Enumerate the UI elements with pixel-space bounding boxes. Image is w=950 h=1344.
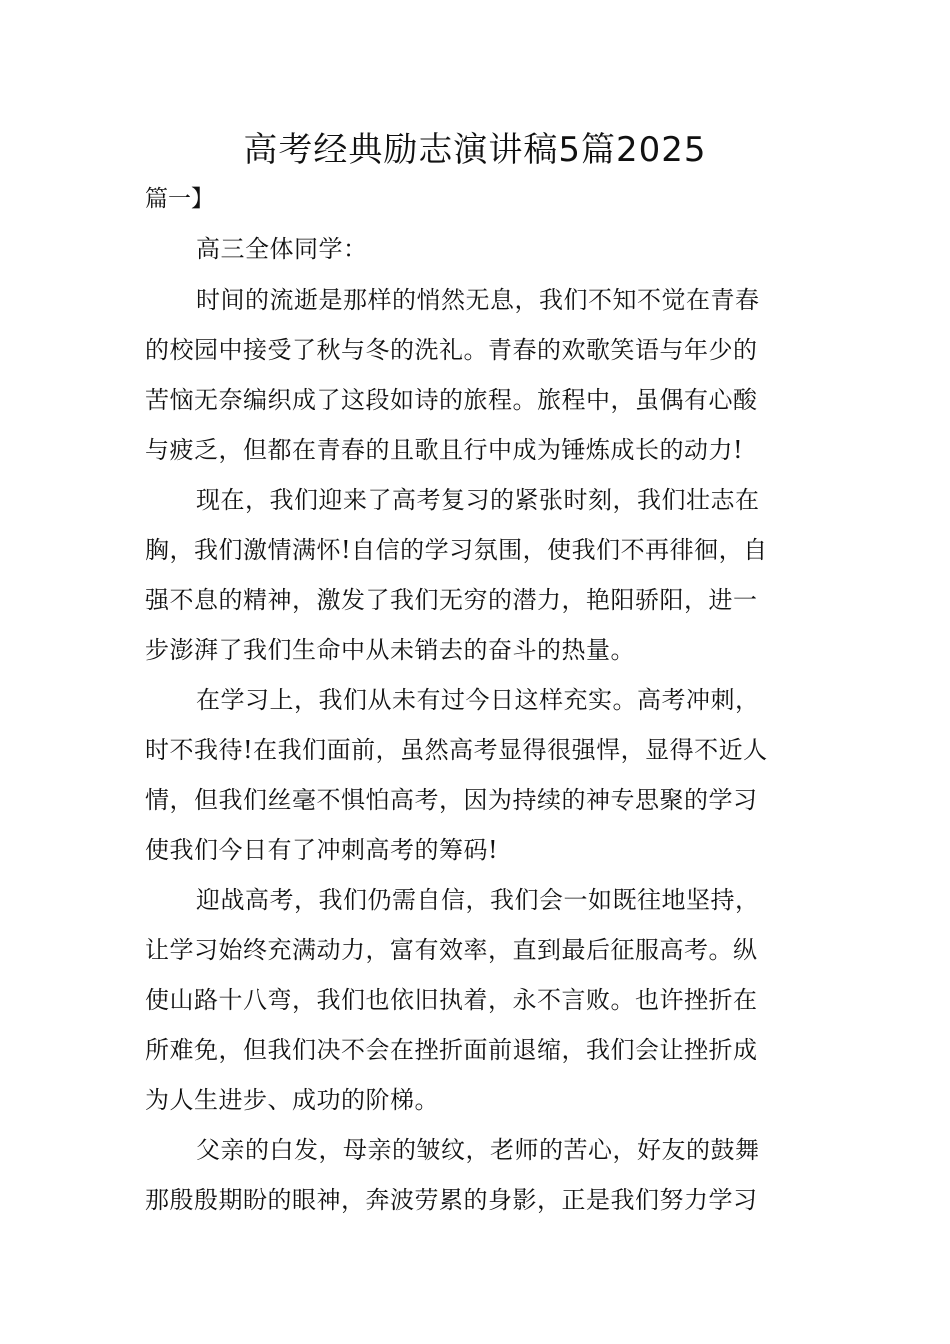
paragraph-5-line-2: 那殷殷期盼的眼神，奔波劳累的身影，正是我们努力学习 bbox=[145, 1186, 758, 1214]
paragraph-1-line-4: 与疲乏，但都在青春的且歌且行中成为锤炼成长的动力! bbox=[145, 436, 744, 464]
paragraph-4-line-1: 迎战高考，我们仍需自信，我们会一如既往地坚持， bbox=[196, 886, 760, 914]
salutation-line: 高三全体同学： bbox=[196, 235, 368, 263]
paragraph-4-line-2: 让学习始终充满动力，富有效率，直到最后征服高考。纵 bbox=[145, 936, 758, 964]
section-label: 篇一】 bbox=[145, 186, 214, 212]
paragraph-4-line-4: 所难免，但我们决不会在挫折面前退缩，我们会让挫折成 bbox=[145, 1036, 758, 1064]
paragraph-1-line-1: 时间的流逝是那样的悄然无息，我们不知不觉在青春 bbox=[196, 286, 760, 314]
paragraph-2-line-4: 步澎湃了我们生命中从未销去的奋斗的热量。 bbox=[145, 636, 635, 664]
paragraph-3-line-2: 时不我待!在我们面前，虽然高考显得很强悍，显得不近人 bbox=[145, 736, 768, 764]
paragraph-3-line-3: 情，但我们丝毫不惧怕高考，因为持续的神专思聚的学习 bbox=[145, 786, 758, 814]
document-title: 高考经典励志演讲稿5篇2025 bbox=[243, 130, 707, 170]
paragraph-1-line-2: 的校园中接受了秋与冬的洗礼。青春的欢歌笑语与年少的 bbox=[145, 336, 758, 364]
paragraph-5-line-1: 父亲的白发，母亲的皱纹，老师的苦心，好友的鼓舞 bbox=[196, 1136, 760, 1164]
paragraph-3-line-1: 在学习上，我们从未有过今日这样充实。高考冲刺， bbox=[196, 686, 760, 714]
paragraph-2-line-3: 强不息的精神，激发了我们无穷的潜力，艳阳骄阳，进一 bbox=[145, 586, 758, 614]
paragraph-4-line-5: 为人生进步、成功的阶梯。 bbox=[145, 1086, 439, 1114]
paragraph-4-line-3: 使山路十八弯，我们也依旧执着，永不言败。也许挫折在 bbox=[145, 986, 758, 1014]
paragraph-3-line-4: 使我们今日有了冲刺高考的筹码! bbox=[145, 836, 499, 864]
paragraph-2-line-2: 胸，我们激情满怀!自信的学习氛围，使我们不再徘徊，自 bbox=[145, 536, 768, 564]
paragraph-1-line-3: 苦恼无奈编织成了这段如诗的旅程。旅程中，虽偶有心酸 bbox=[145, 386, 758, 414]
paragraph-2-line-1: 现在，我们迎来了高考复习的紧张时刻，我们壮志在 bbox=[196, 486, 760, 514]
